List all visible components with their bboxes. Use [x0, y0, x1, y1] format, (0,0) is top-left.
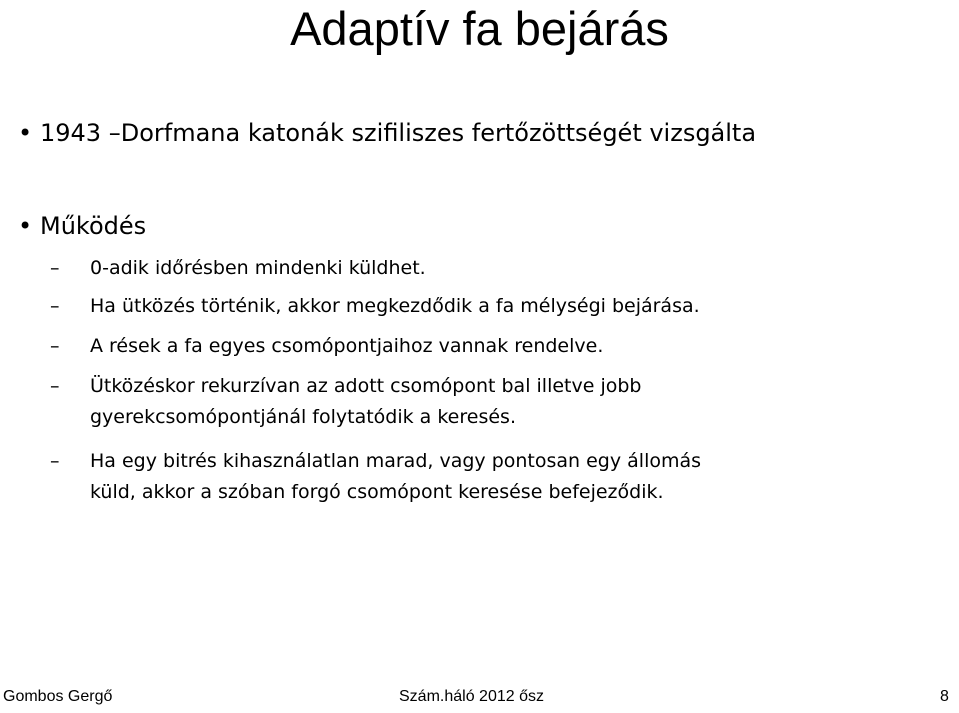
bullet-item-1: [18, 118, 756, 148]
sub-item-text-line-2: küld, akkor a szóban forgó csomópont keresése befejeződik.: [90, 481, 664, 503]
dash-marker: –: [50, 335, 60, 357]
footer-course: Szám.háló 2012 ősz: [399, 688, 544, 705]
sub-item-text: Ha ütközés történik, akkor megkezdődik a fa mélységi bejárása.: [90, 295, 700, 317]
sub-item-text: 0-adik időrésben mindenki küldhet.: [90, 257, 426, 279]
sub-item-text-line-1: Ütközéskor rekurzívan az adott csomópont bal illetve jobb: [90, 375, 642, 397]
sub-item-3: [50, 331, 604, 362]
bullet-marker: •: [18, 119, 33, 147]
dash-marker: –: [50, 375, 60, 397]
sub-item-text-line-2: gyerekcsomópontjánál folytatódik a keresés.: [90, 406, 516, 428]
sub-item-text: A rések a fa egyes csomópontjaihoz vannak rendelve.: [90, 335, 604, 357]
sub-item-5: [50, 446, 702, 508]
bullet-marker: •: [18, 212, 33, 240]
dash-marker: –: [50, 295, 60, 317]
bullet-text: Működés: [40, 212, 147, 240]
sub-item-4: [50, 371, 642, 433]
bullet-item-2: [18, 211, 146, 241]
footer-author: Gombos Gergő: [3, 688, 113, 705]
sub-item-1: [50, 253, 426, 284]
sub-item-2: [50, 291, 700, 322]
slide-title: Adaptív fa bejárás: [290, 2, 669, 55]
sub-item-text-line-1: Ha egy bitrés kihasználatlan marad, vagy pontosan egy állomás: [90, 450, 702, 472]
dash-marker: –: [50, 450, 60, 472]
bullet-text: 1943 –Dorfmana katonák szifiliszes fertőzöttségét vizsgálta: [40, 119, 757, 147]
footer-page-number: 8: [940, 688, 949, 705]
dash-marker: –: [50, 257, 60, 279]
